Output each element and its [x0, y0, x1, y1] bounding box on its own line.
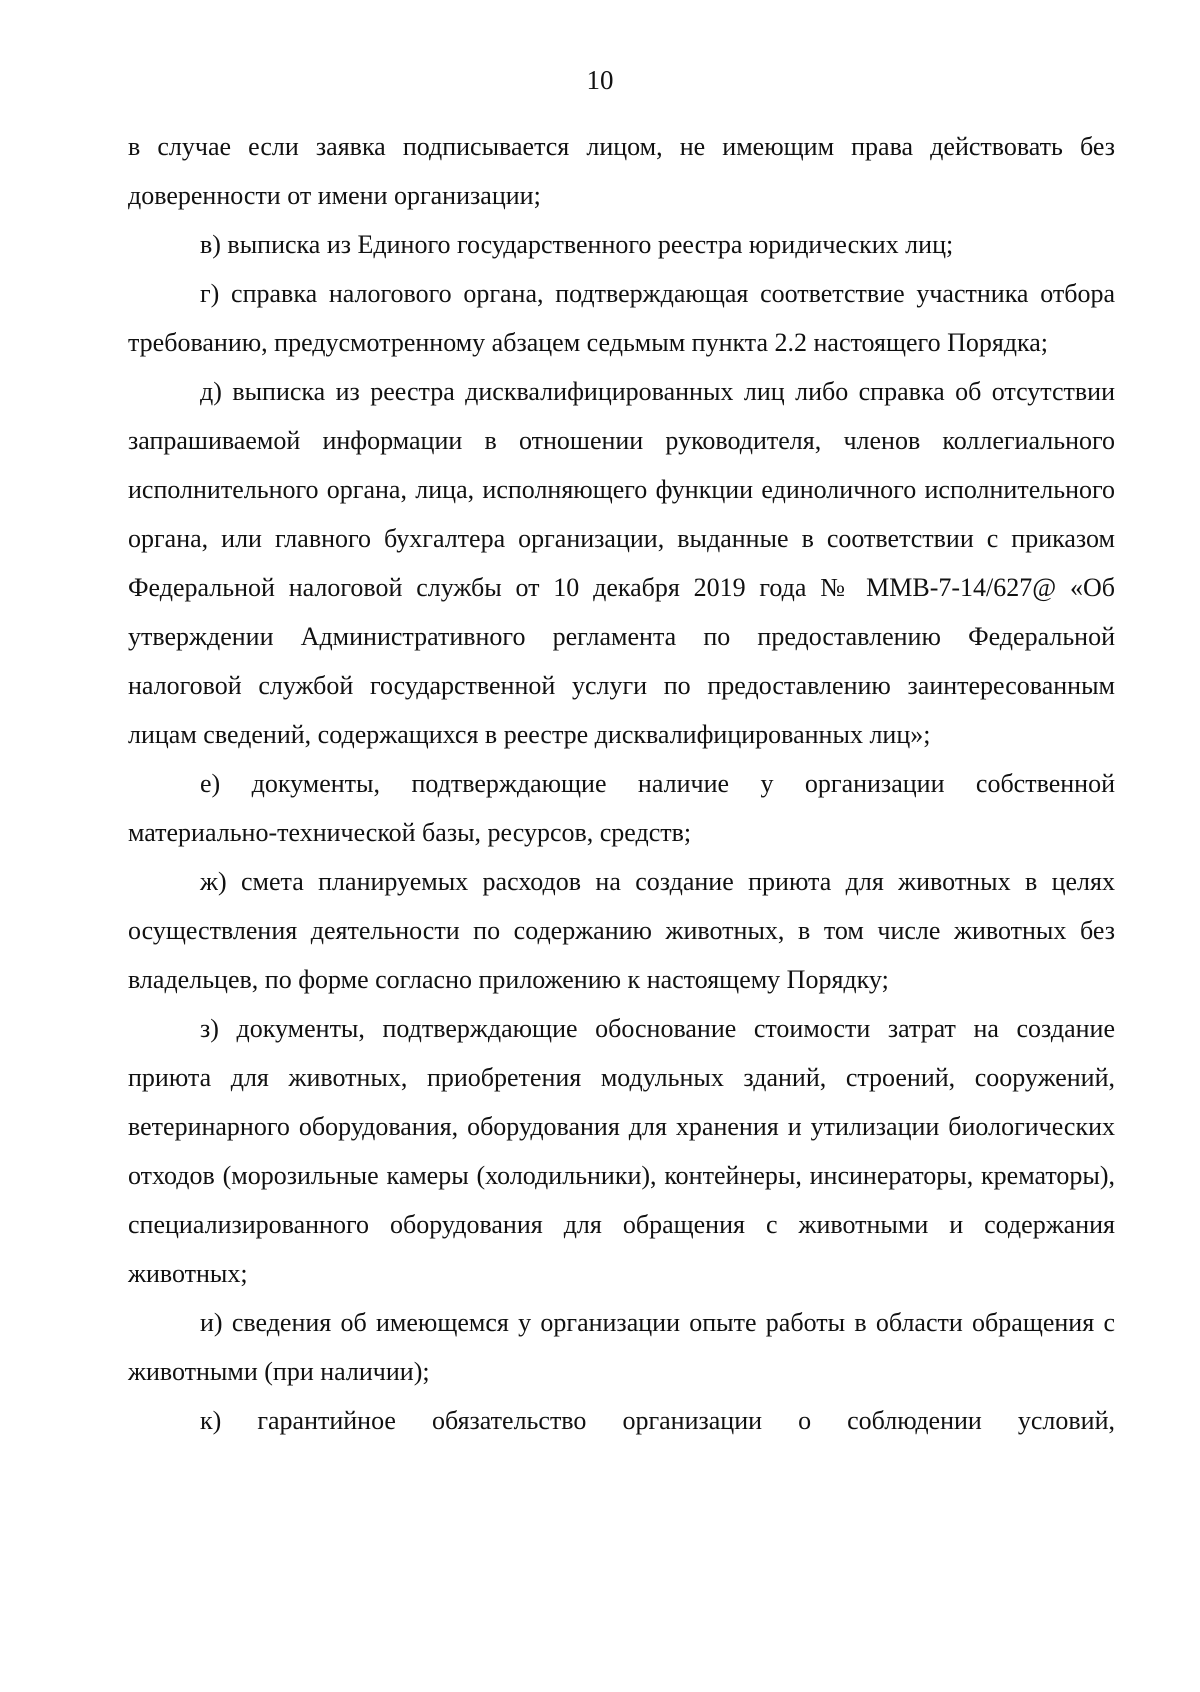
paragraph-item-z: з) документы, подтверждающие обоснование стоимости затрат на создание приюта для животных, приобретения модульных зданий, строений, сооружений, ветеринарного оборудования, оборудования для хранения и утилизации биологических отходов (морозильные камеры (холодильники), контейнеры, инсинераторы, крематоры), специализированного оборудования для обращения с животными и содержания животных; [128, 1014, 1115, 1288]
page-number: 10 [586, 65, 614, 95]
paragraph-item-zh: ж) смета планируемых расходов на создание приюта для животных в целях осуществления деятельности по содержанию животных, в том числе животных без владельцев, по форме согласно приложению к настоящему Порядку; [128, 867, 1115, 994]
paragraph-item-g: г) справка налогового органа, подтверждающая соответствие участника отбора требованию, предусмотренному абзацем седьмым пункта 2.2 настоящего Порядка; [128, 279, 1115, 357]
paragraph-item-d: д) выписка из реестра дисквалифицированных лиц либо справка об отсутствии запрашиваемой информации в отношении руководителя, членов коллегиального исполнительного органа, лица, исполняющего функции единоличного исполнительного органа, или главного бухгалтера организации, выданные в соответствии с приказом Федеральной налоговой службы от 10 декабря 2019 года № ММВ-7-14/627@ «Об утверждении Административного регламента по предоставлению Федеральной налоговой службой государственной услуги по предоставлению заинтересованным лицам сведений, содержащихся в реестре дисквалифицированных лиц»; [128, 377, 1115, 749]
paragraph-item-k: к) гарантийное обязательство организации о соблюдении условий, [200, 1406, 1115, 1435]
paragraph-continuation: в случае если заявка подписывается лицом, не имеющим права действовать без доверенности от имени организации; [128, 132, 1115, 210]
paragraph-item-v: в) выписка из Единого государственного реестра юридических лиц; [200, 230, 954, 259]
paragraph-item-i: и) сведения об имеющемся у организации опыте работы в области обращения с животными (при наличии); [128, 1308, 1115, 1386]
paragraph-item-e: е) документы, подтверждающие наличие у организации собственной материально-технической базы, ресурсов, средств; [128, 769, 1115, 847]
document-body [128, 122, 1115, 1445]
